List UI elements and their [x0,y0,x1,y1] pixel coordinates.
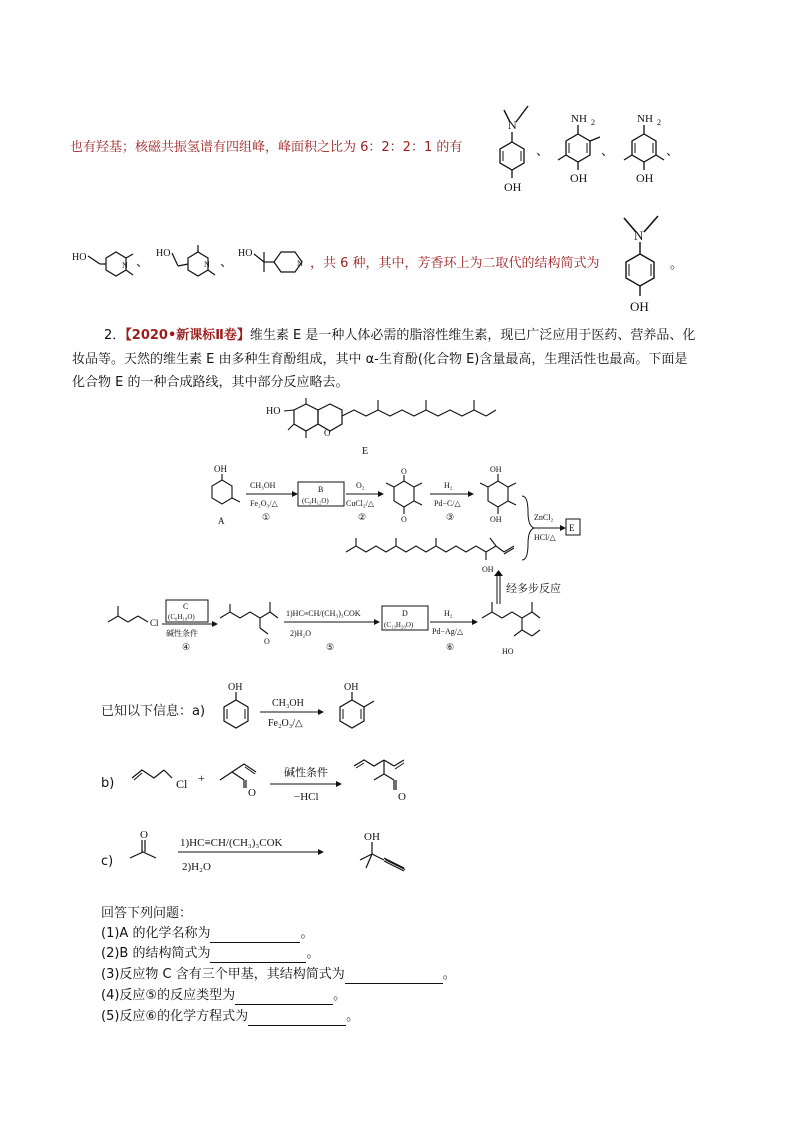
svg-text:H₂: H₂ [444,609,453,618]
count-text: ，共 6 种，其中，芳香环上为二取代的结构简式为 [310,256,600,271]
svg-text:②: ② [358,512,367,522]
svg-text:Cl: Cl [150,618,159,628]
svg-text:O: O [248,787,256,799]
svg-text:O: O [264,637,270,646]
svg-text:HO: HO [502,647,514,656]
svg-text:OH: OH [482,565,494,574]
svg-text:N: N [297,259,303,268]
svg-text:2)H₂O: 2)H₂O [182,861,211,873]
svg-text:Fe₂O₃/△: Fe₂O₃/△ [268,718,303,729]
svg-text:CH₃OH: CH₃OH [250,481,276,490]
svg-text:①: ① [262,512,271,522]
structure-pyridyl-methanol-1 [70,242,140,282]
svg-text:OH: OH [214,464,227,474]
structure-pyridyl-propanol [236,244,316,280]
svg-text:碱性条件: 碱性条件 [284,767,328,779]
svg-text:OH: OH [490,465,502,474]
svg-text:Pd−C/△: Pd−C/△ [434,499,461,508]
svg-text:(C₁₃H₂₀O): (C₁₃H₂₀O) [384,621,414,629]
svg-text:HO: HO [156,248,171,259]
svg-text:(C₆H₁₀O): (C₆H₁₀O) [168,613,195,621]
known-c-reaction [118,826,418,886]
question-3: (3)反应物 C 含有三个甲基，其结构简式为 。 [101,967,456,982]
svg-text:HO: HO [266,406,281,417]
svg-text:O: O [324,428,331,438]
svg-text:D: D [402,609,408,618]
svg-text:OH: OH [570,171,588,185]
svg-text:ZnCl₂: ZnCl₂ [534,513,554,522]
svg-text:1)HC≡CH/(CH₃)₃COK: 1)HC≡CH/(CH₃)₃COK [286,609,361,618]
svg-text:O₂: O₂ [356,481,365,490]
svg-text:1)HC≡CH/(CH₃)₃COK: 1)HC≡CH/(CH₃)₃COK [180,837,283,849]
question-source: 【2020•新课标Ⅱ卷】 [125,328,250,343]
svg-text:B: B [318,485,324,494]
svg-text:HCl/△: HCl/△ [534,533,556,542]
answer-blank-3[interactable] [345,969,443,984]
svg-text:OH: OH [344,682,359,693]
svg-text:CH₃OH: CH₃OH [272,698,304,709]
svg-text:OH: OH [490,515,502,524]
svg-text:OH: OH [504,180,522,194]
svg-text:N: N [634,228,644,243]
svg-text:OH: OH [636,171,654,185]
svg-text:④: ④ [182,642,191,652]
structure-compound-E [266,398,506,462]
svg-text:NH: NH [571,113,587,125]
svg-text:HO: HO [72,252,87,263]
svg-text:2: 2 [657,118,661,127]
svg-text:O: O [398,791,406,803]
svg-text:N: N [204,260,210,269]
svg-text:O: O [140,829,148,841]
svg-text:NH: NH [637,113,653,125]
svg-text:CuCl₂/△: CuCl₂/△ [346,499,375,508]
svg-text:2)H₂O: 2)H₂O [290,629,312,638]
svg-text:O: O [401,515,407,524]
intro-line: 也有羟基；核磁共振氢谱有四组峰，峰面积之比为 6：2：2：1 的有 [70,140,463,155]
svg-text:2: 2 [591,118,595,127]
svg-text:H₂: H₂ [444,481,453,490]
svg-text:Cl: Cl [176,777,188,791]
svg-text:OH: OH [228,682,243,693]
svg-text:E: E [362,446,369,457]
svg-text:碱性条件: 碱性条件 [166,629,198,638]
svg-text:O: O [401,467,407,476]
answer-blank-2[interactable] [210,948,306,963]
question-1: (1)A 的化学名称为 。 [101,926,314,941]
svg-text:−HCl: −HCl [294,791,319,803]
svg-text:C: C [183,602,189,611]
svg-text:A: A [218,516,225,526]
svg-text:OH: OH [630,299,649,314]
svg-text:⑥: ⑥ [446,642,455,652]
svg-text:OH: OH [364,831,380,843]
svg-text:+: + [198,771,205,785]
structure-isophytol [344,530,534,578]
svg-text:N: N [122,261,128,270]
structure-dimethylamino-phenol-2 [618,214,678,324]
svg-text:Fe₂O₃/△: Fe₂O₃/△ [250,499,278,508]
answer-blank-1[interactable] [210,928,300,943]
svg-text:E: E [569,523,575,533]
question-header: 2．【2020•新课标Ⅱ卷】维生素 E 是一种人体必需的脂溶性维生素，现已广泛应用于医药、营养品、化 [104,328,696,343]
known-a-reaction [214,680,394,740]
question-2: (2)B 的结构简式为 。 [101,946,320,961]
svg-text:HO: HO [238,248,253,259]
question-4: (4)反应⑤的反应类型为 。 [101,988,347,1003]
question-5: (5)反应⑥的化学方程式为 。 [101,1009,360,1024]
answer-blank-4[interactable] [235,990,333,1005]
svg-text:(C₉H₁₂O): (C₉H₁₂O) [302,497,329,505]
structure-pyridyl-methanol-2 [154,240,224,280]
svg-text:③: ③ [446,512,455,522]
svg-text:N: N [508,118,517,132]
known-b-reaction [128,752,438,812]
scheme-row-2 [104,592,574,662]
svg-text:Pd−Ag/△: Pd−Ag/△ [432,627,464,636]
svg-text:⑤: ⑤ [326,642,335,652]
answer-blank-5[interactable] [248,1011,346,1026]
